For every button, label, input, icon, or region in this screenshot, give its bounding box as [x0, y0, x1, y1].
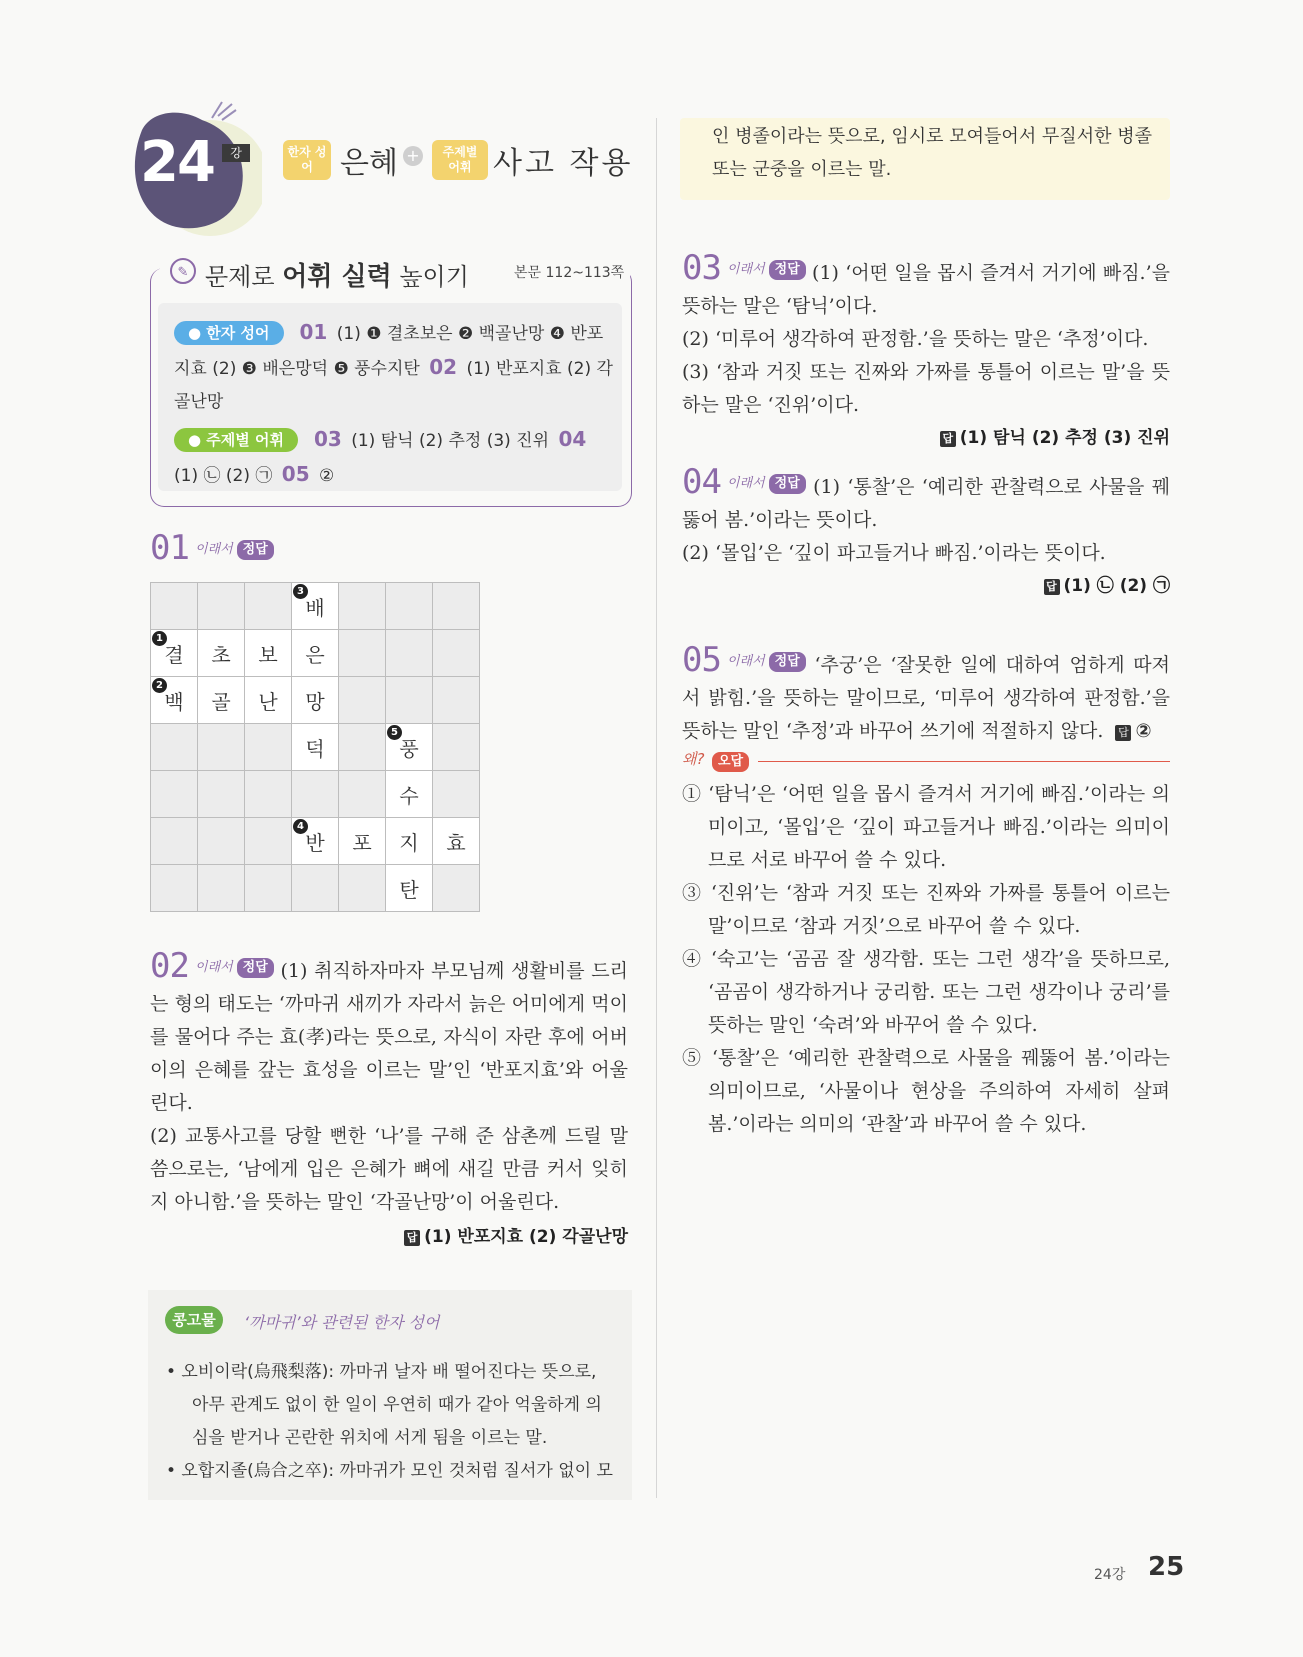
q02-answer — [150, 1221, 628, 1254]
wrong-badge: 오답 — [712, 752, 749, 772]
q02-block — [150, 946, 628, 1254]
grid-row — [151, 583, 480, 630]
tip-item-2: • 오합지졸(烏合之卒): 까마귀가 모인 것처럼 질서가 없이 모 — [166, 1461, 613, 1481]
q02-paragraph-1: (1) 취직하자마자 부모님께 생활비를 드리는 형의 태도는 ‘까마귀 새끼가 자라서 늙은 어미에게 먹이를 물어다 주는 효(孝)라는 뜻으로, 자식이 자란 후에 어버이의 은혜를 갚는 효성을 이르는 말’인 ‘반포지효’와 어울린다. — [150, 960, 628, 1114]
grid-cell — [151, 865, 198, 912]
summary-title-suffix: 높이기 — [399, 263, 469, 291]
q03-answer — [682, 422, 1170, 455]
grid-cell — [198, 865, 245, 912]
q05-paragraph-1: ‘추궁’은 ‘잘못한 일에 대하여 엄하게 따져서 밝힘.’을 뜻하는 말이므로, ‘미루어 생각하여 판정함.’을 뜻하는 말인 ‘추정’과 바꾸어 쓰기에 적절하지 않다. — [682, 654, 1170, 742]
pen-icon: ✎ — [170, 258, 196, 284]
pill-topic: ● 주제별 어휘 — [174, 428, 298, 452]
grid-letter: 반 — [305, 830, 325, 855]
summary-title-bold: 어휘 실력 — [282, 262, 392, 292]
grid-cell — [386, 677, 433, 724]
summary-text — [174, 316, 614, 493]
grid-letter: 망 — [305, 689, 325, 714]
answer-icon: 답 — [940, 431, 956, 447]
clue-number: 5 — [387, 725, 402, 740]
q02-sub: 이래서 — [194, 960, 233, 975]
q03-paragraph-3: (3) ‘참과 거짓 또는 진짜와 가짜를 통틀어 이르는 말’을 뜻하는 말은 ‘진위’이다. — [682, 361, 1170, 416]
tip-badge: 콩고물 — [165, 1306, 223, 1334]
q03-paragraph-2: (2) ‘미루어 생각하여 판정함.’을 뜻하는 말은 ‘추정’이다. — [682, 328, 1149, 350]
q04-answer — [682, 570, 1170, 603]
q05-sub: 이래서 — [726, 654, 765, 669]
grid-letter: 초 — [211, 642, 231, 667]
grid-cell — [198, 724, 245, 771]
grid-cell — [339, 724, 386, 771]
summary-q03: 03 — [313, 427, 342, 451]
grid-cell — [151, 818, 198, 865]
footer-label: 24강 — [1094, 1567, 1126, 1583]
q02-paragraph-2: (2) 교통사고를 당할 뻔한 ‘나’를 구해 준 삼촌께 드릴 말씀으로는, ‘남에게 입은 은혜가 뼈에 새길 만큼 커서 잊히지 아니함.’을 뜻하는 말인 ‘각골난망’이 어울린다. — [150, 1125, 628, 1213]
grid-cell — [386, 771, 433, 818]
grid-cell — [245, 865, 292, 912]
summary-q01: 01 — [299, 320, 328, 344]
q03-sub: 이래서 — [726, 262, 765, 277]
grid-cell — [292, 677, 339, 724]
grid-row — [151, 724, 480, 771]
q04-sub: 이래서 — [726, 476, 765, 491]
grid-cell — [151, 724, 198, 771]
summary-q04-text: (1) ㉡ (2) ㉠ — [174, 466, 273, 486]
grid-cell — [292, 583, 339, 630]
summary-line-1 — [174, 316, 614, 419]
plus-icon: + — [403, 146, 423, 166]
tip-text — [166, 1356, 618, 1488]
q05-block — [682, 640, 1170, 748]
grid-cell — [433, 818, 480, 865]
summary-page-ref: 본문 112~113쪽 — [508, 262, 630, 282]
grid-cell — [339, 677, 386, 724]
grid-cell — [151, 630, 198, 677]
grid-cell — [339, 630, 386, 677]
grid-cell — [339, 865, 386, 912]
q04-paragraph-1: (1) ‘통찰’은 ‘예리한 관찰력으로 사물을 꿰뚫어 봄.’이라는 뜻이다. — [682, 476, 1171, 531]
q05-wrong-item: ⑤ ‘통찰’은 ‘예리한 관찰력으로 사물을 꿰뚫어 봄.’이라는 의미이므로, ‘사물이나 현상을 주의하여 자세히 살펴봄.’이라는 의미의 ‘관찰’과 바꾸어 쓸 수 있다. — [682, 1047, 1170, 1135]
clue-number: 3 — [293, 584, 308, 599]
q04-answer-text: (1) ㉡ (2) ㉠ — [1063, 576, 1170, 596]
q02-answer-badge: 정답 — [237, 958, 274, 978]
grid-cell — [245, 630, 292, 677]
grid-cell — [198, 677, 245, 724]
q04-block — [682, 462, 1171, 603]
summary-line-2 — [174, 423, 614, 493]
grid-letter: 은 — [305, 642, 325, 667]
q04-paragraph-2: (2) ‘몰입’은 ‘깊이 파고들거나 빠짐.’이라는 뜻이다. — [682, 542, 1106, 564]
grid-letter: 포 — [352, 830, 372, 855]
q01-answer-badge: 정답 — [237, 540, 274, 560]
summary-title-prefix: 문제로 — [205, 263, 275, 291]
grid-cell — [151, 583, 198, 630]
grid-cell — [433, 724, 480, 771]
q05-wrong-item: ④ ‘숙고’는 ‘곰곰 잘 생각함. 또는 그런 생각’을 뜻하므로, ‘곰곰이 생각하거나 궁리함. 또는 그런 생각이나 궁리’를 뜻하는 말인 ‘숙려’와 바꾸어 쓸 수 있다. — [682, 948, 1170, 1036]
summary-title — [205, 256, 469, 293]
grid-cell — [245, 818, 292, 865]
clue-number: 1 — [152, 631, 167, 646]
grid-row — [151, 771, 480, 818]
grid-cell — [292, 630, 339, 677]
grid-cell — [245, 583, 292, 630]
grid-cell — [433, 630, 480, 677]
crossword-grid — [150, 582, 480, 912]
answer-icon: 답 — [1044, 579, 1060, 595]
grid-cell — [386, 583, 433, 630]
grid-letter: 덕 — [305, 736, 325, 761]
summary-q05: 05 — [281, 462, 310, 486]
tag-hanja: 한자 성어 — [283, 140, 331, 180]
grid-letter: 골 — [211, 689, 231, 714]
grid-cell — [386, 865, 433, 912]
grid-letter: 결 — [164, 642, 184, 667]
q04-number: 04 — [682, 462, 721, 502]
grid-cell — [339, 583, 386, 630]
page-number: 25 — [1148, 1552, 1185, 1582]
why-rule — [758, 761, 1170, 762]
continuation-text: 인 병졸이라는 뜻으로, 임시로 모여들어서 무질서한 병졸 또는 군중을 이르는 말. — [712, 126, 1152, 180]
summary-q03-text: (1) 탐닉 (2) 추정 (3) 진위 — [351, 431, 550, 451]
grid-cell — [198, 630, 245, 677]
clue-number: 4 — [293, 819, 308, 834]
grid-row — [151, 677, 480, 724]
q05-answer-badge: 정답 — [769, 652, 806, 672]
why-label: 왜? — [682, 750, 705, 768]
title-hanja: 은혜 — [340, 146, 398, 181]
tip-title: ‘까마귀’와 관련된 한자 성어 — [244, 1313, 440, 1332]
q03-number: 03 — [682, 248, 721, 288]
grid-cell — [433, 583, 480, 630]
grid-cell — [386, 818, 433, 865]
grid-cell — [292, 818, 339, 865]
q05-wrong-list — [682, 778, 1170, 1141]
column-divider — [656, 118, 657, 1498]
summary-q05-text: ② — [319, 466, 335, 486]
answer-icon: 답 — [1115, 725, 1131, 741]
grid-cell — [198, 771, 245, 818]
grid-cell — [245, 771, 292, 818]
grid-row — [151, 865, 480, 912]
grid-row — [151, 818, 480, 865]
q02-answer-text: (1) 반포지효 (2) 각골난망 — [424, 1227, 628, 1247]
tip-item-1: • 오비이락(烏飛梨落): 까마귀 날자 배 떨어진다는 뜻으로, 아무 관계도 없이 한 일이 우연히 때가 같아 억울하게 의심을 받거나 곤란한 위치에 서게 됨을 이르는 말. — [166, 1362, 602, 1448]
q01-header — [150, 528, 274, 568]
summary-q02-text: (1) 반포지효 (2) 각골난망 — [174, 359, 613, 412]
grid-cell — [433, 771, 480, 818]
grid-letter: 풍 — [399, 736, 419, 761]
tag-topic: 주제별 어휘 — [432, 140, 488, 180]
q03-answer-badge: 정답 — [769, 260, 806, 280]
q05-wrong-item: ① ‘탐닉’은 ‘어떤 일을 몹시 즐겨서 거기에 빠짐.’이라는 의미이고, ‘몰입’은 ‘깊이 파고들거나 빠짐.’이라는 의미이므로 서로 바꾸어 쓸 수 있다. — [682, 783, 1170, 871]
q01-number: 01 — [150, 528, 189, 568]
grid-letter: 수 — [399, 783, 419, 808]
grid-cell — [386, 724, 433, 771]
grid-cell — [245, 677, 292, 724]
q02-number: 02 — [150, 946, 189, 986]
grid-cell — [433, 865, 480, 912]
title-topic: 사고 작용 — [493, 146, 634, 181]
grid-cell — [386, 630, 433, 677]
q03-answer-text: (1) 탐닉 (2) 추정 (3) 진위 — [959, 428, 1170, 448]
q05-answer-text: ② — [1135, 720, 1152, 742]
grid-letter: 효 — [446, 830, 466, 855]
lesson-suffix: 강 — [222, 144, 250, 162]
q04-answer-badge: 정답 — [769, 474, 806, 494]
grid-cell — [292, 865, 339, 912]
answer-icon: 답 — [404, 1230, 420, 1246]
grid-cell — [151, 771, 198, 818]
grid-letter: 보 — [258, 642, 278, 667]
q05-wrong-item: ③ ‘진위’는 ‘참과 거짓 또는 진짜와 가짜를 통틀어 이르는 말’이므로 ‘참과 거짓’으로 바꾸어 쓸 수 있다. — [682, 882, 1170, 937]
q03-block — [682, 248, 1170, 455]
q05-number: 05 — [682, 640, 721, 680]
grid-cell — [292, 724, 339, 771]
q03-paragraph-1: (1) ‘어떤 일을 몹시 즐겨서 거기에 빠짐.’을 뜻하는 말은 ‘탐닉’이다. — [682, 262, 1170, 317]
grid-letter: 배 — [305, 595, 325, 620]
summary-q04: 04 — [558, 427, 587, 451]
grid-cell — [339, 771, 386, 818]
grid-cell — [339, 818, 386, 865]
summary-q02: 02 — [429, 355, 458, 379]
grid-cell — [292, 771, 339, 818]
grid-cell — [433, 677, 480, 724]
grid-letter: 난 — [258, 689, 278, 714]
clue-number: 2 — [152, 678, 167, 693]
grid-cell — [245, 724, 292, 771]
q01-sub: 이래서 — [194, 542, 233, 557]
grid-cell — [198, 818, 245, 865]
grid-letter: 백 — [164, 689, 184, 714]
grid-letter: 지 — [399, 830, 419, 855]
summary-q01-text: (1) ❶ 결초보은 ❷ 백골난망 ❹ 반포지효 (2) ❸ 배은망덕 ❺ 풍수지탄 — [174, 324, 604, 379]
grid-cell — [151, 677, 198, 724]
pill-hanja: ● 한자 성어 — [174, 321, 284, 345]
lesson-number: 24 — [140, 130, 214, 195]
grid-letter: 탄 — [399, 877, 419, 902]
grid-cell — [198, 583, 245, 630]
grid-row — [151, 630, 480, 677]
